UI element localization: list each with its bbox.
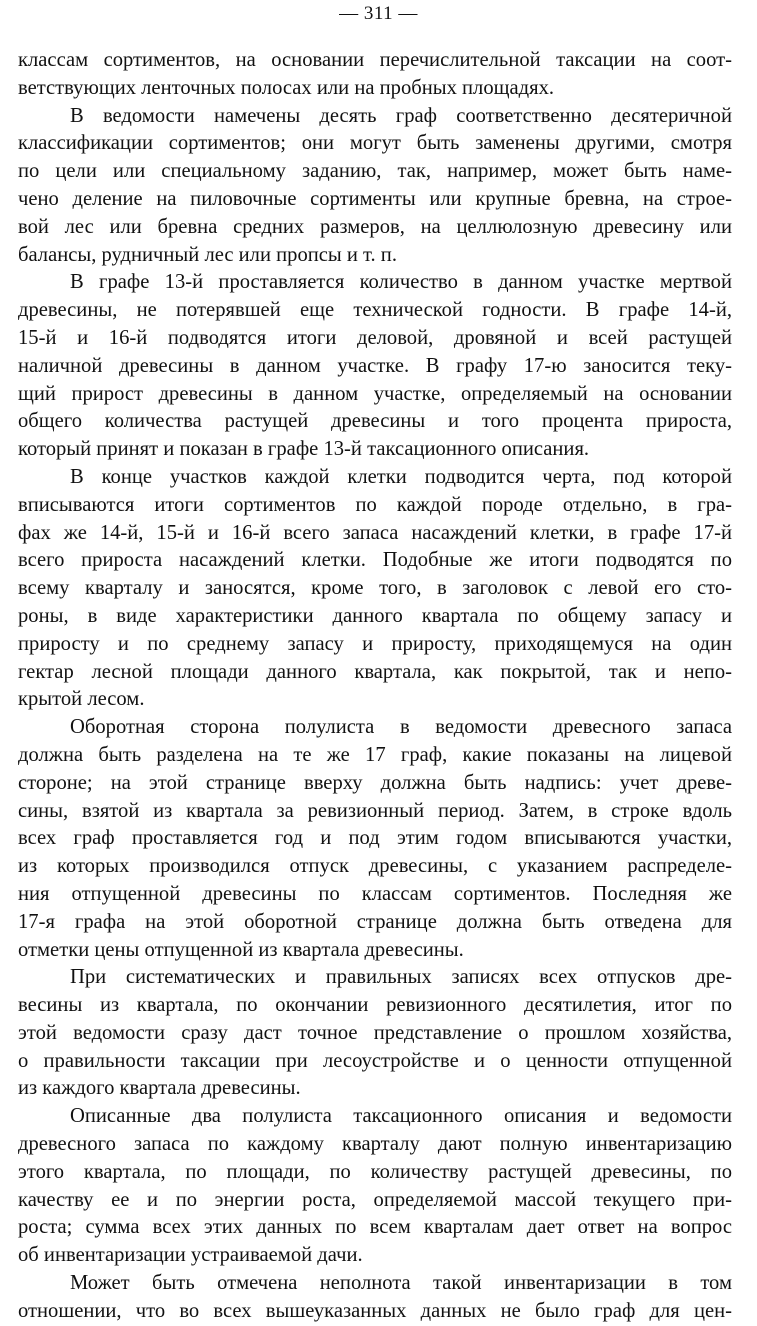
text-line: роста; сумма всех этих данных по всем кварталам дает ответ на вопрос: [18, 1216, 732, 1239]
text-line: всех граф проставляется год и под этим годом вписываются участки,: [18, 827, 732, 850]
text-line: сины, взятой из квартала за ревизионный период. Затем, в строке вдоль: [18, 799, 732, 822]
text-line: ветствующих ленточных полосах или на пробных площадях.: [18, 76, 555, 99]
text-line: весины из квартала, по окончании ревизионного десятилетия, итог по: [18, 994, 732, 1017]
text-line: крытой лесом.: [18, 688, 145, 711]
paragraph: [18, 1270, 732, 1326]
paragraph: [18, 103, 732, 270]
text-line: из каждого квартала древесины.: [18, 1077, 301, 1100]
text-line: этой ведомости сразу даст точное представление о прошлом хозяйства,: [18, 1021, 732, 1044]
text-line: вписываются итоги сортиментов по каждой породе отдельно, в гра-: [18, 493, 732, 516]
text-line: наличной древесины в данном участке. В графу 17-ю заносится теку-: [18, 354, 732, 377]
text-line: Оборотная сторона полулиста в ведомости древесного запаса: [70, 716, 732, 739]
text-line: приросту и по среднему запасу и приросту, приходящемуся на один: [18, 632, 732, 655]
text-line: ния отпущенной древесины по классам сортиментов. Последняя же: [18, 882, 732, 905]
page-number: — 311 —: [339, 3, 418, 24]
text-line: общего количества растущей древесины и того процента прироста,: [18, 410, 732, 433]
text-line: стороне; на этой странице вверху должна быть надпись: учет древе-: [18, 771, 732, 794]
text-line: по цели или специальному заданию, так, например, может быть наме-: [18, 160, 732, 183]
text-line: об инвентаризации устраиваемой дачи.: [18, 1244, 363, 1267]
paragraph: [18, 964, 732, 1103]
text-line: всего прироста насаждений клетки. Подобные же итоги подводятся по: [18, 549, 732, 572]
text-line: отметки цены отпущенной из квартала древесины.: [18, 938, 464, 961]
text-line: 17-я графа на этой оборотной странице должна быть отведена для: [18, 910, 732, 933]
text-line: В конце участков каждой клетки подводится черта, под которой: [70, 465, 732, 488]
paragraph: [18, 464, 732, 714]
text-line: фах же 14-й, 15-й и 16-й всего запаса насаждений клетки, в графе 17-й: [18, 521, 732, 544]
text-line: Может быть отмечена неполнота такой инвентаризации в том: [70, 1272, 732, 1295]
text-line: отношении, что во всех вышеуказанных данных не было граф для цен-: [18, 1299, 732, 1322]
text-line: который принят и показан в графе 13-й таксационного описания.: [18, 438, 590, 461]
paragraph: [18, 1103, 732, 1270]
text-line: В графе 13-й проставляется количество в данном участке мертвой: [70, 271, 732, 294]
text-line: из которых производился отпуск древесины, с указанием распределе-: [18, 855, 732, 878]
text-line: В ведомости намечены десять граф соответственно десятеричной: [70, 104, 732, 127]
text-line: этого квартала, по площади, по количеству растущей древесины, по: [18, 1160, 732, 1183]
paragraph: [18, 269, 732, 464]
text-line: всему кварталу и заносятся, кроме того, в заголовок с левой его сто-: [18, 577, 732, 600]
paragraph: [18, 47, 732, 103]
text-line: древесины, не потерявшей еще технической годности. В графе 14-й,: [18, 299, 732, 322]
text-line: При систематических и правильных записях всех отпусков дре-: [70, 966, 732, 989]
text-line: роны, в виде характеристики данного квартала по общему запасу и: [18, 604, 732, 627]
text-line: чено деление на пиловочные сортименты или крупные бревна, на строе-: [18, 187, 732, 210]
text-line: о правильности таксации при лесоустройстве и о ценности отпущенной: [18, 1049, 732, 1072]
text-line: классификации сортиментов; они могут быть заменены другими, смотря: [18, 132, 732, 155]
text-line: гектар лесной площади данного квартала, как покрытой, так и непо-: [18, 660, 732, 683]
text-line: качеству ее и по энергии роста, определяемой массой текущего при-: [18, 1188, 732, 1211]
text-line: щий прирост древесины в данном участке, определяемый на основании: [18, 382, 732, 405]
body-text: [18, 47, 732, 1326]
text-line: древесного запаса по каждому кварталу дают полную инвентаризацию: [18, 1133, 732, 1156]
text-line: классам сортиментов, на основании перечислительной таксации на соот-: [18, 49, 732, 71]
text-line: 15-й и 16-й подводятся итоги деловой, дровяной и всей растущей: [18, 326, 732, 349]
paragraph: [18, 714, 732, 964]
text-line: должна быть разделена на те же 17 граф, какие показаны на лицевой: [18, 743, 732, 766]
text-line: балансы, рудничный лес или пропсы и т. п.: [18, 243, 397, 266]
text-line: Описанные два полулиста таксационного описания и ведомости: [70, 1105, 732, 1128]
text-line: вой лес или бревна средних размеров, на целлюлозную древесину или: [18, 215, 732, 238]
